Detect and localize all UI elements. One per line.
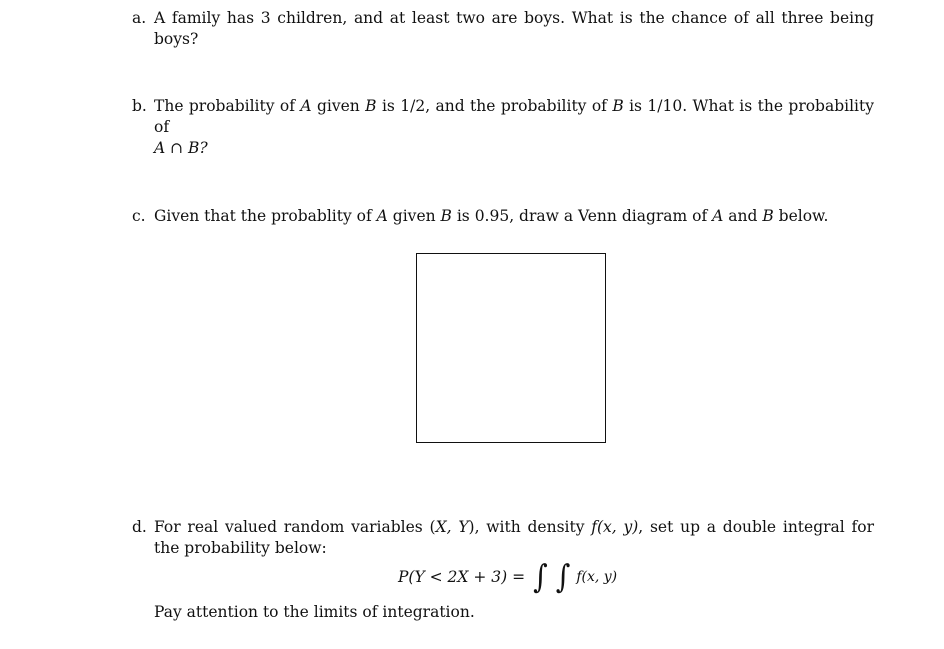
question-b-part2: given [311,97,366,115]
question-b-part3: is 1/2, and the probability of [376,97,613,115]
question-a-text: A family has 3 children, and at least two are boys. What is the chance of all three being boys? [154,9,874,48]
integral-sign: ∫ [555,557,571,596]
equation-lhs: P(Y < 2X + 3) = [398,567,526,586]
probability-equation [398,557,618,596]
variable-b: B [762,207,774,225]
question-b-part4: is 1/10. What is the probability of [154,97,875,136]
question-d-text [154,517,874,559]
density-function: f(x, y) [591,518,639,536]
random-variables: X, Y [435,518,469,536]
variable-b: B [440,207,452,225]
integrand: f(x, y) [576,568,618,585]
integral-sign: ∫ [533,557,548,596]
venn-diagram-box[interactable] [416,253,606,443]
question-d-label: d. [132,518,147,536]
question-c-label: c. [132,207,146,225]
question-a-label: a. [132,9,147,27]
question-b-part1: The probability of [154,97,301,115]
integration-note: Pay attention to the limits of integration. [154,603,475,621]
question-c-part4: and [723,207,763,225]
question-c-part1: Given that the probablity of [154,207,377,225]
question-d-part1: For real valued random variables ( [154,518,436,536]
question-c [132,206,874,227]
question-b-label: b. [132,97,147,115]
question-c-part3: is 0.95, draw a Venn diagram of [451,207,713,225]
question-b-text [154,96,874,159]
intersection-expression: A ∩ B? [154,139,208,157]
question-c-text [154,206,874,227]
variable-a: A [376,207,388,225]
question-d [132,517,874,559]
question-d-part3: , set up a double integral for the probability below: [154,518,874,557]
variable-a: A [300,97,312,115]
question-c-part2: given [387,207,441,225]
variable-b: B [365,97,377,115]
question-c-part5: below. [773,207,829,225]
variable-a: A [712,207,724,225]
variable-b: B [612,97,624,115]
question-a [132,8,874,50]
question-d-part2: ), with density [468,518,592,536]
question-b [132,96,874,159]
